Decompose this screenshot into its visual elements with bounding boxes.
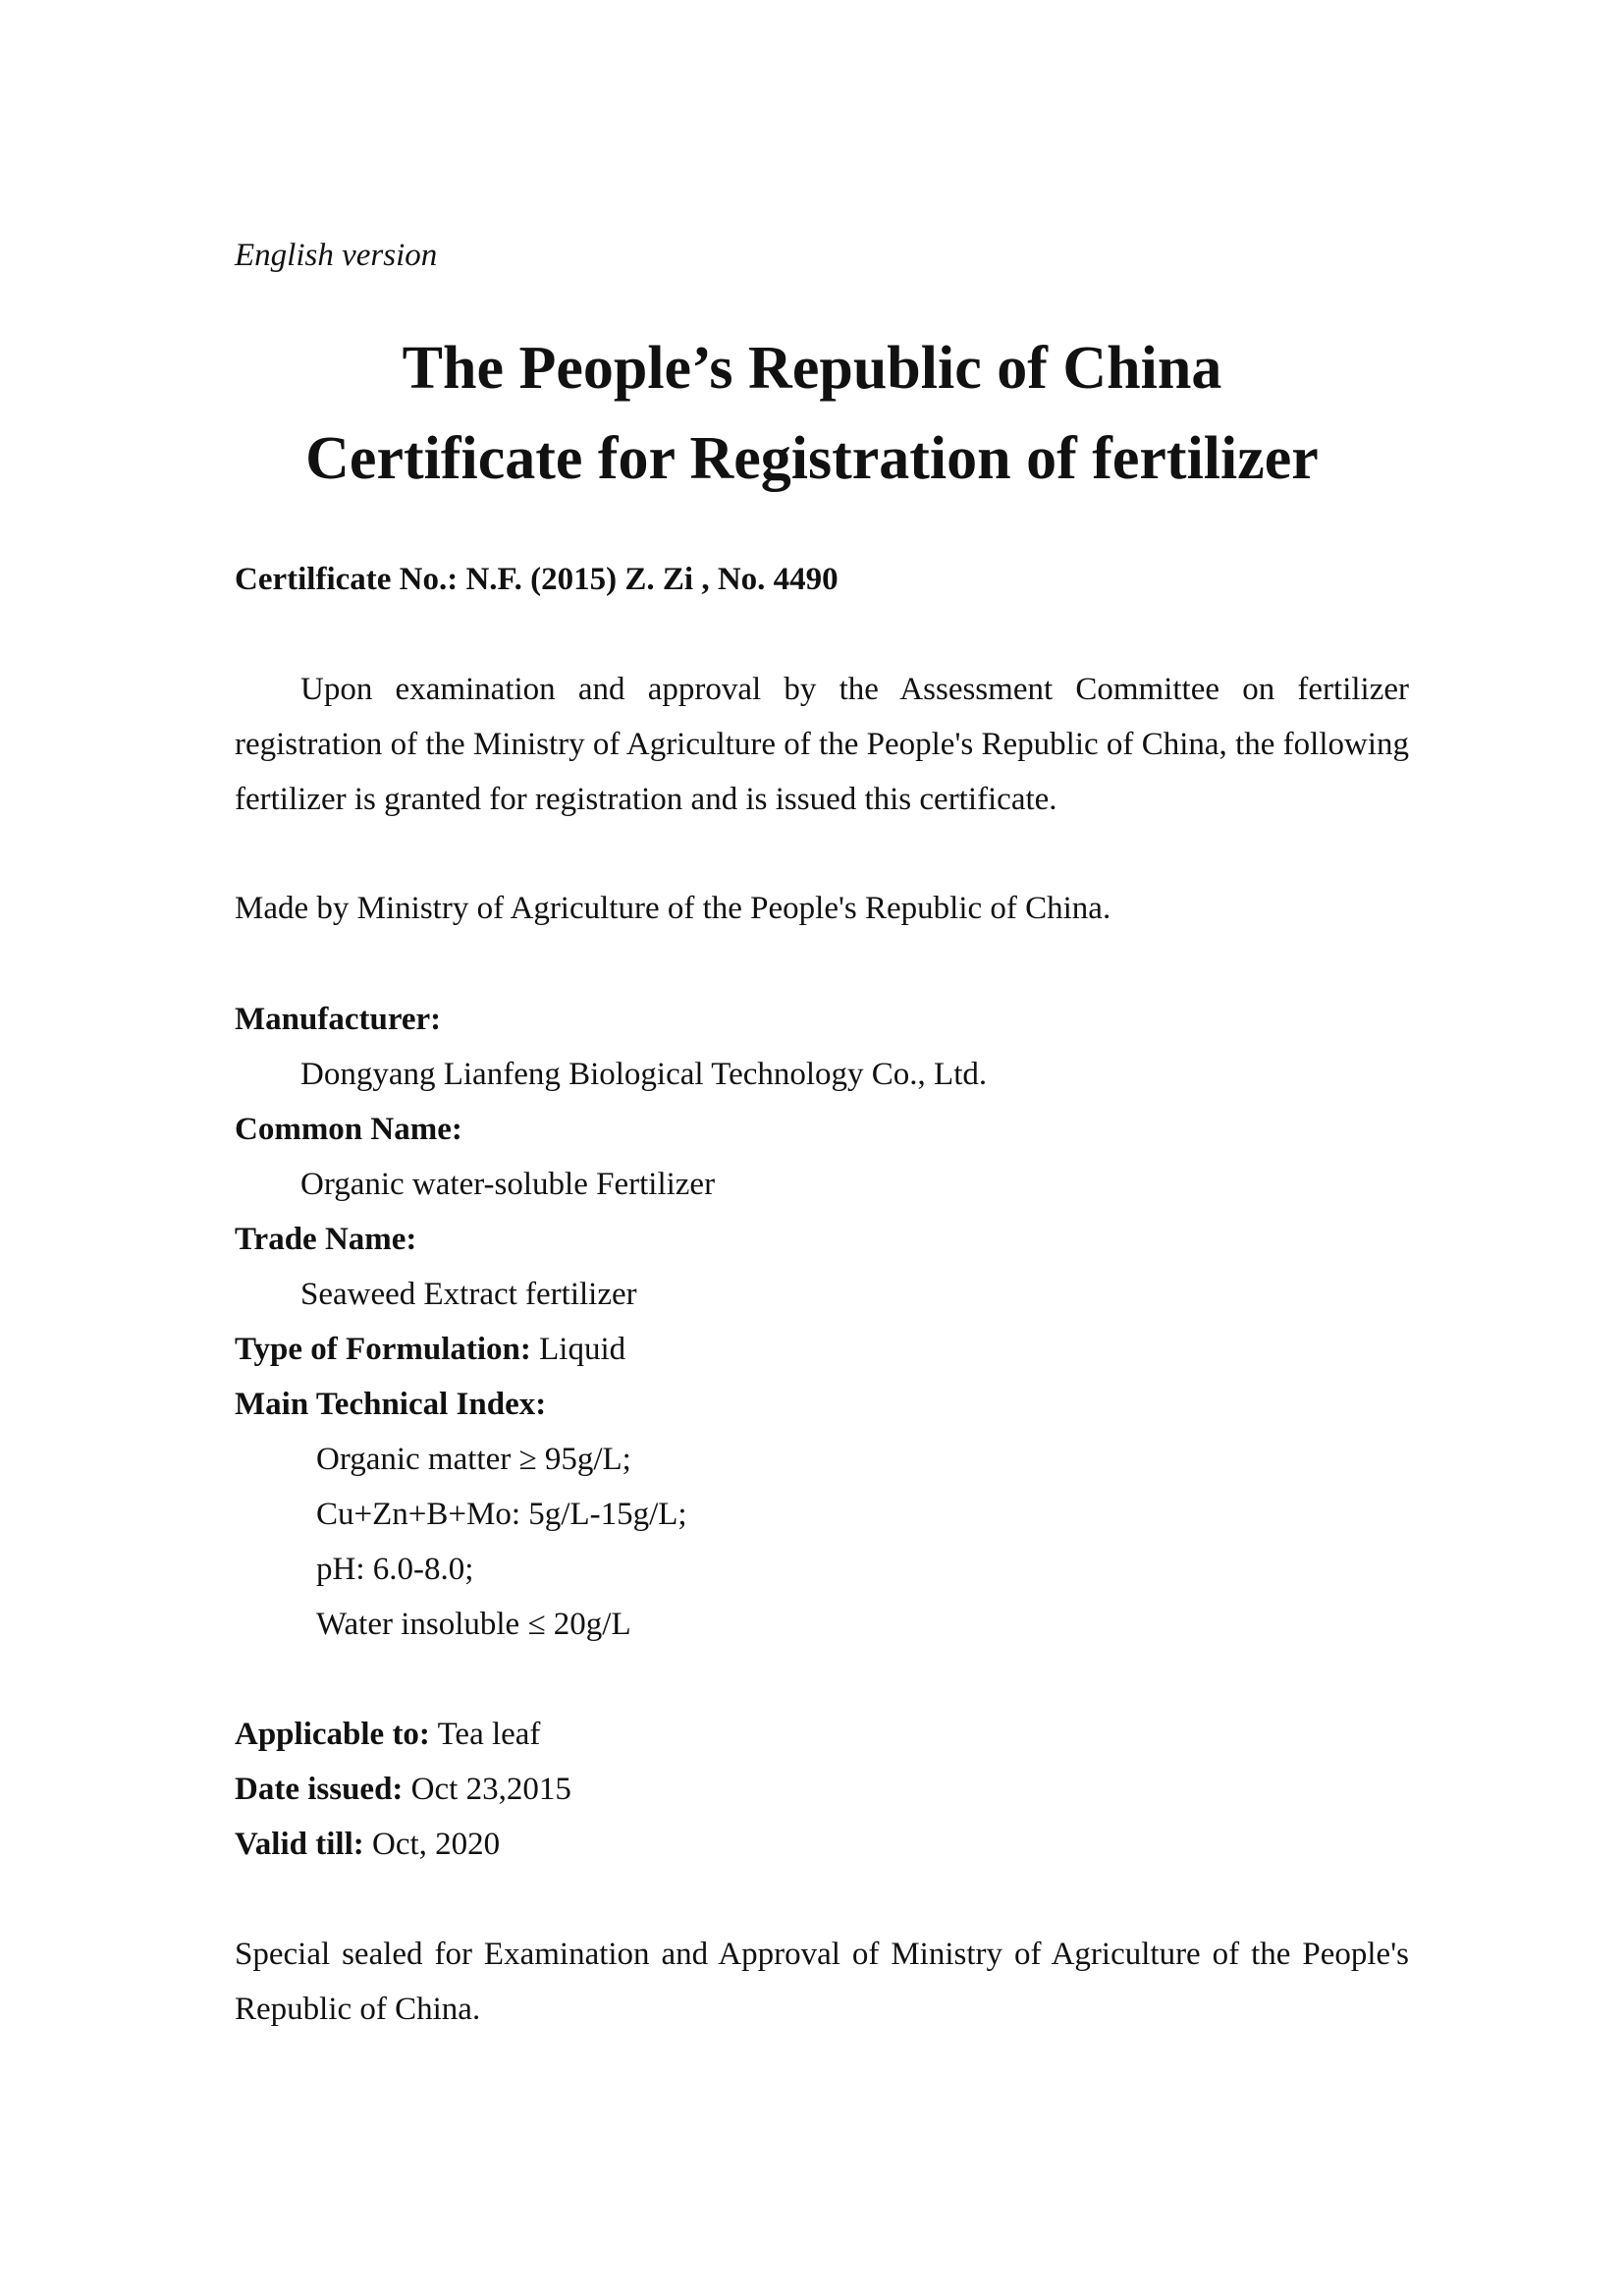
common-name-value: Organic water-soluble Fertilizer <box>300 1167 716 1202</box>
valid-till-label: Valid till: <box>235 1827 364 1862</box>
formulation-value: Liquid <box>530 1332 626 1367</box>
technical-index-item: Water insoluble ≤ 20g/L <box>316 1607 631 1642</box>
title-line-1: The People’s Republic of China <box>402 335 1222 402</box>
technical-index-label: Main Technical Index: <box>235 1387 547 1422</box>
technical-index-item: Organic matter ≥ 95g/L; <box>316 1442 631 1477</box>
technical-index-item: Cu+Zn+B+Mo: 5g/L-15g/L; <box>316 1497 687 1532</box>
made-by-statement: Made by Ministry of Agriculture of the People's Republic of China. <box>235 891 1111 926</box>
date-issued-value: Oct 23,2015 <box>403 1772 571 1807</box>
version-note: English version <box>235 238 438 273</box>
valid-till-row <box>235 1817 500 1872</box>
valid-till-value: Oct, 2020 <box>363 1827 501 1862</box>
applicable-label: Applicable to: <box>235 1717 430 1752</box>
trade-name-label: Trade Name: <box>235 1222 417 1257</box>
technical-index-item: pH: 6.0-8.0; <box>316 1552 474 1587</box>
date-issued-row <box>235 1762 571 1817</box>
certificate-number: Certilficate No.: N.F. (2015) Z. Zi , No. 4490 <box>235 562 839 597</box>
formulation-label: Type of Formulation: <box>235 1332 531 1367</box>
date-issued-label: Date issued: <box>235 1772 404 1807</box>
common-name-label: Common Name: <box>235 1112 462 1147</box>
applicable-row <box>235 1707 540 1762</box>
formulation-row <box>235 1322 625 1377</box>
manufacturer-value: Dongyang Lianfeng Biological Technology Co., Ltd. <box>300 1057 988 1092</box>
intro-paragraph: Upon examination and approval by the Assessment Committee on fertilizer registration of the Ministry of Agriculture of the People's Republic of China, the following fertilizer is granted for registration and is issued this certificate. <box>235 672 1409 817</box>
trade-name-value: Seaweed Extract fertilizer <box>300 1277 637 1312</box>
manufacturer-label: Manufacturer: <box>235 1002 442 1037</box>
title-line-2: Certificate for Registration of fertilizer <box>305 425 1319 492</box>
applicable-value: Tea leaf <box>429 1717 541 1752</box>
sealed-statement: Special sealed for Examination and Approval of Ministry of Agriculture of the People's Republic of China. <box>235 1937 1409 2027</box>
